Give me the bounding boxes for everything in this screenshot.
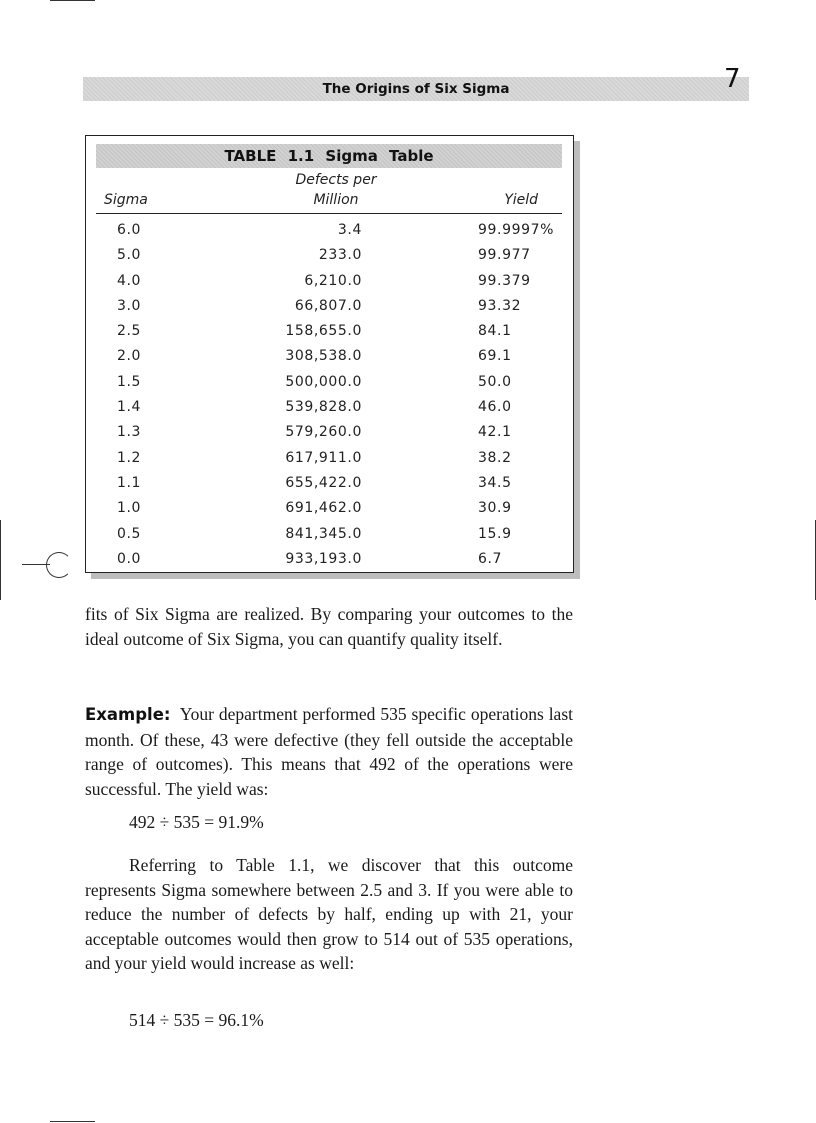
table-row [86, 549, 573, 574]
cell-defects: 158,655.0 [285, 323, 362, 340]
registration-mark-icon [46, 552, 72, 578]
example-paragraph [85, 702, 573, 801]
body-paragraph-referring: Referring to Table 1.1, we discover that this outcome represents Sigma somewhere between 2.5 and 3. If you were able to reduce the number of defects by half, ending up with 21, your acceptable outcomes would then grow to 514 out of 535 operations, and your yield would increase as well: [85, 855, 573, 974]
crop-mark-bottom [50, 1121, 95, 1122]
table-row [86, 448, 573, 473]
cell-sigma: 2.5 [117, 323, 142, 340]
cell-defects: 841,345.0 [285, 525, 362, 542]
column-header-defects-line1: Defects per [295, 172, 377, 188]
cell-yield: 99.9997% [478, 222, 554, 238]
table-row [86, 245, 573, 270]
table-row [86, 422, 573, 447]
cell-defects: 933,193.0 [285, 550, 362, 567]
cell-sigma: 5.0 [117, 247, 142, 264]
cell-yield: 42.1 [478, 424, 512, 441]
cell-sigma: 4.0 [117, 272, 142, 289]
crop-mark-top [50, 0, 95, 1]
cell-defects: 617,911.0 [285, 449, 362, 466]
column-header-yield: Yield [504, 192, 538, 208]
table-row [86, 498, 573, 523]
table-title: TABLE 1.1 Sigma Table [224, 147, 434, 165]
example-label: Example: [85, 705, 171, 724]
sigma-table [85, 135, 574, 573]
cell-sigma: 1.0 [117, 500, 142, 517]
table-row [86, 346, 573, 371]
running-header [83, 77, 749, 101]
cell-yield: 69.1 [478, 348, 512, 365]
cell-yield: 34.5 [478, 474, 512, 491]
cell-defects: 6,210.0 [304, 272, 362, 289]
table-row [86, 220, 573, 245]
cell-defects: 3.4 [337, 222, 362, 238]
table-title-band [96, 144, 562, 168]
table-row [86, 321, 573, 346]
equation-improved-yield: 514 ÷ 535 = 96.1% [129, 1010, 264, 1030]
cell-defects: 579,260.0 [285, 424, 362, 441]
cell-sigma: 1.4 [117, 399, 142, 416]
cell-yield: 15.9 [478, 525, 512, 542]
cell-sigma: 1.2 [117, 449, 142, 466]
cell-defects: 655,422.0 [285, 474, 362, 491]
cell-sigma: 6.0 [117, 222, 142, 238]
cell-sigma: 0.0 [117, 550, 142, 567]
page-number: 7 [724, 64, 741, 94]
column-header-sigma: Sigma [104, 192, 148, 208]
table-row [86, 473, 573, 498]
running-header-title: The Origins of Six Sigma [322, 81, 510, 97]
cell-yield: 30.9 [478, 500, 512, 517]
body-paragraph-intro: fits of Six Sigma are realized. By comparing your outcomes to the ideal outcome of Six Sigma, you can quantify quality itself. [85, 604, 573, 649]
table-header-rule [96, 213, 562, 214]
cell-yield: 99.379 [478, 272, 531, 289]
cell-sigma: 1.5 [117, 373, 142, 390]
cell-yield: 46.0 [478, 399, 512, 416]
cell-yield: 38.2 [478, 449, 512, 466]
cell-yield: 99.977 [478, 247, 531, 264]
example-text: Your department performed 535 specific operations last month. Of these, 43 were defective (they fell outside the acceptable range of outcomes). This means that 492 of the operations were successful. The yield was: [85, 704, 573, 799]
cell-sigma: 3.0 [117, 297, 142, 314]
cell-sigma: 1.3 [117, 424, 142, 441]
cell-yield: 84.1 [478, 323, 512, 340]
cell-sigma: 0.5 [117, 525, 142, 542]
table-row [86, 296, 573, 321]
crop-mark-left [0, 520, 1, 600]
cell-defects: 66,807.0 [294, 297, 362, 314]
table-row [86, 524, 573, 549]
cell-defects: 539,828.0 [285, 399, 362, 416]
cell-yield: 93.32 [478, 297, 522, 314]
cell-defects: 233.0 [318, 247, 362, 264]
cell-yield: 6.7 [478, 550, 503, 567]
cell-defects: 691,462.0 [285, 500, 362, 517]
cell-defects: 500,000.0 [285, 373, 362, 390]
cell-yield: 50.0 [478, 373, 512, 390]
column-header-defects-line2: Million [313, 192, 359, 208]
equation-current-yield: 492 ÷ 535 = 91.9% [129, 812, 264, 832]
table-body [86, 220, 573, 574]
table-row [86, 271, 573, 296]
cell-sigma: 2.0 [117, 348, 142, 365]
table-row [86, 372, 573, 397]
table-row [86, 397, 573, 422]
cell-sigma: 1.1 [117, 474, 142, 491]
cell-defects: 308,538.0 [285, 348, 362, 365]
